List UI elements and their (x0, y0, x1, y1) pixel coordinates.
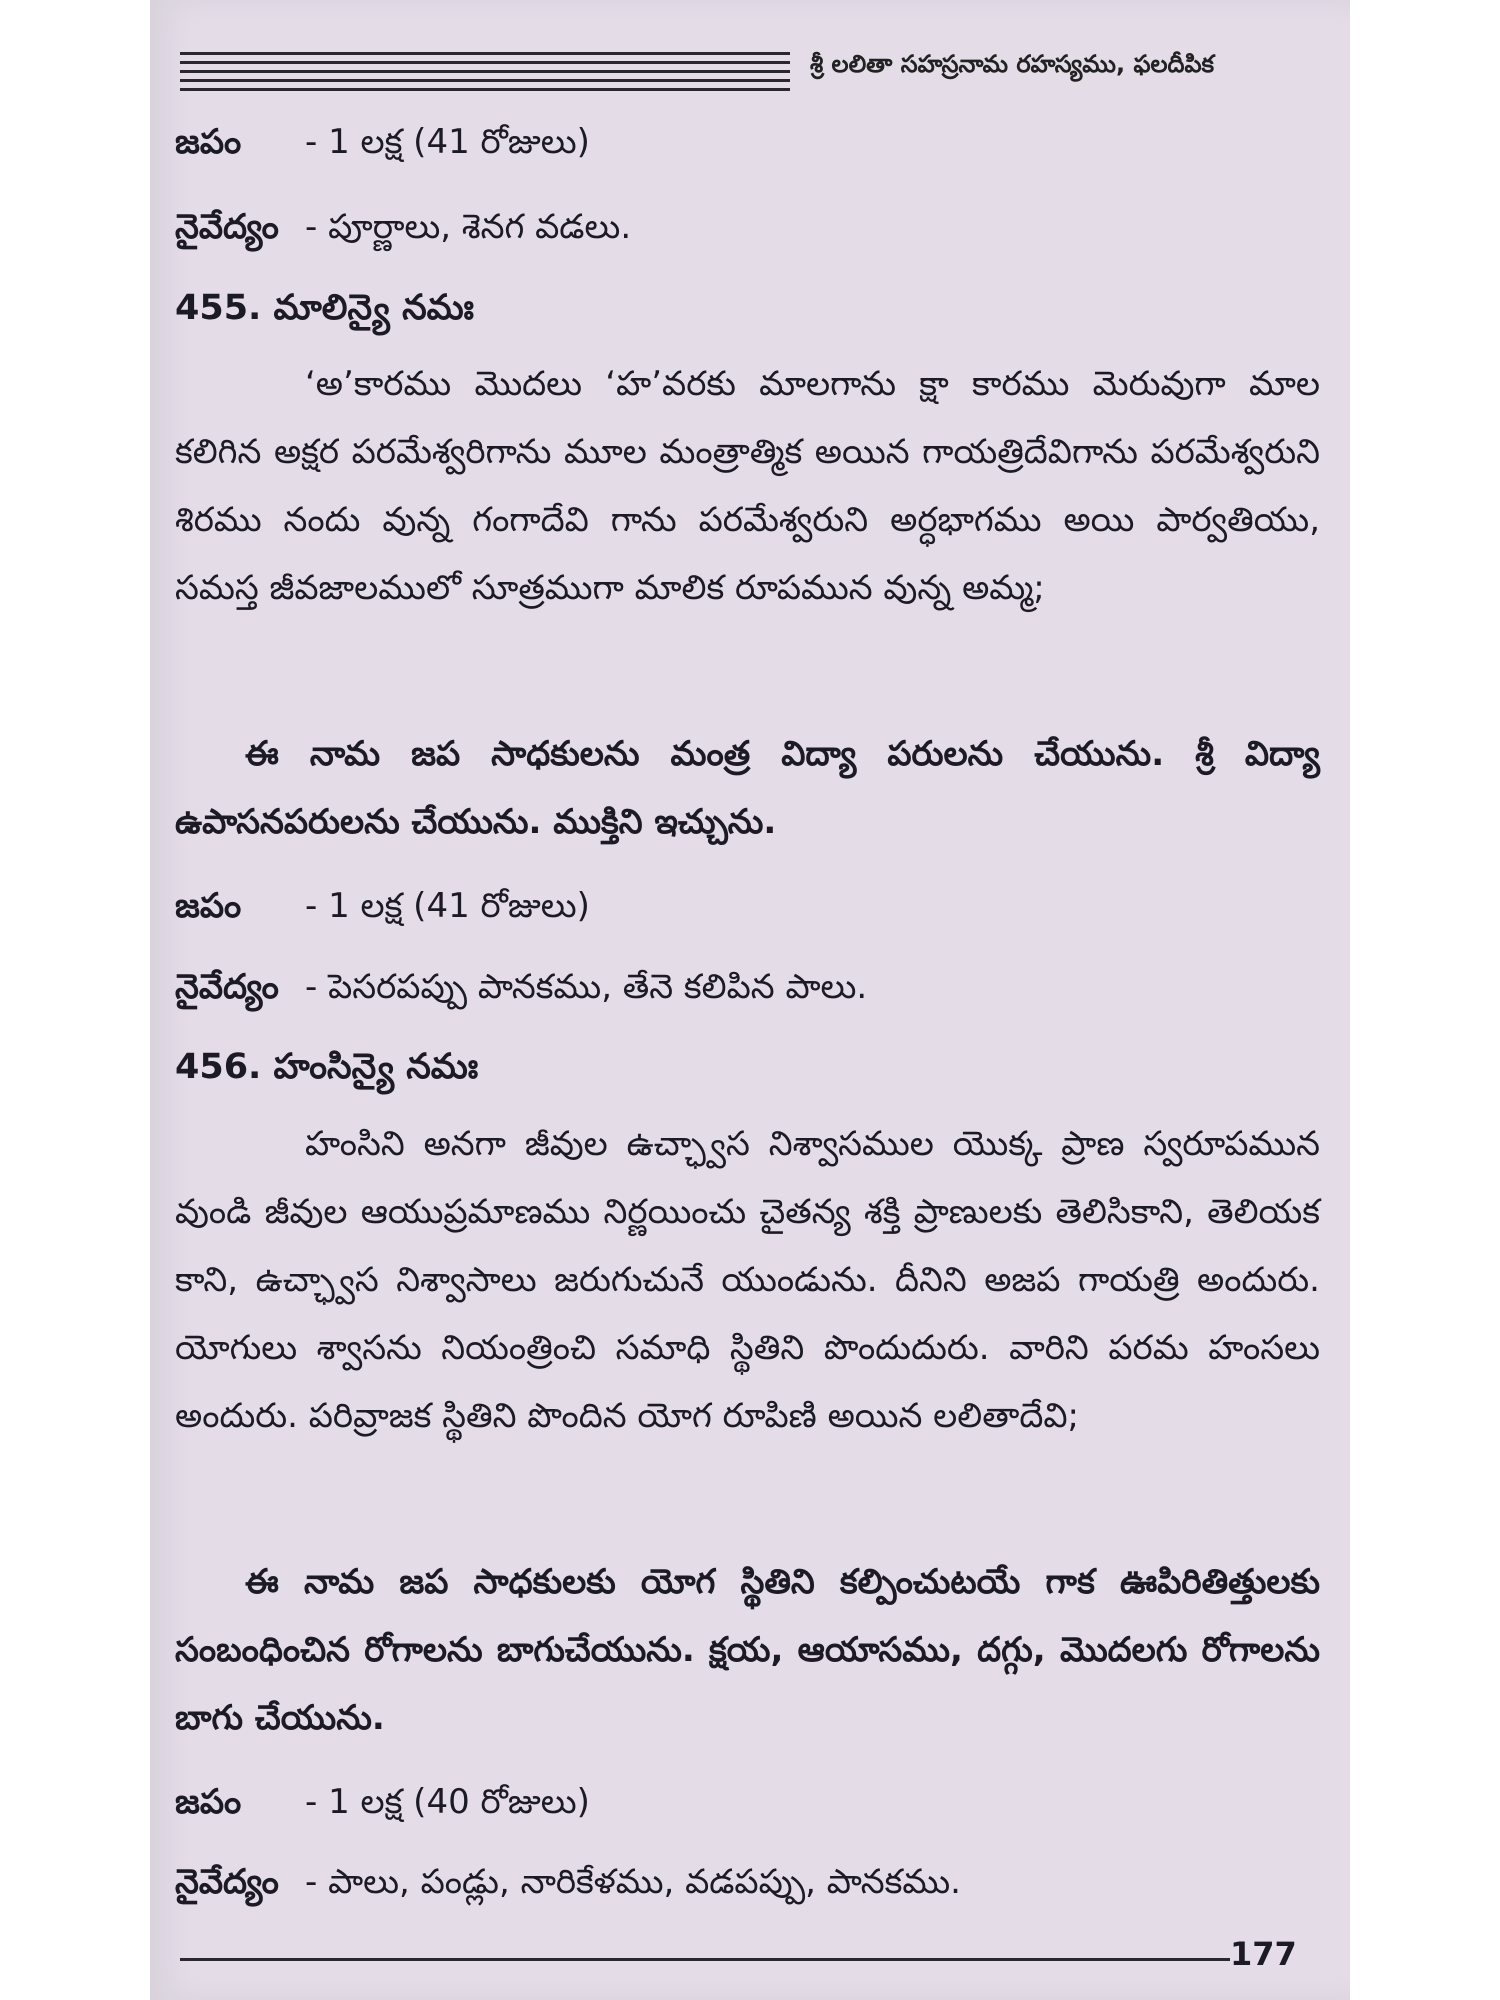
section-heading-456: 456. హంసిన్యై నమః (175, 1047, 479, 1087)
section-456-benefit: ఈ నామ జప సాధకులకు యోగ స్థితిని కల్పించుటయే గాక ఊపిరితిత్తులకు సంబంధించిన రోగాలను బాగుచేయును. క్షయ, ఆయాసము, దగ్గు, మొదలగు రోగాలను బాగు చేయును. (175, 1562, 1320, 1738)
footer-rule (180, 1958, 1230, 1961)
japam-value: - 1 లక్ష (40 రోజులు) (305, 1782, 590, 1822)
japam-value: - 1 లక్ష (41 రోజులు) (305, 122, 590, 162)
naivedyam-line (175, 1860, 1320, 1904)
naivedyam-line (175, 965, 1320, 1009)
japam-line (175, 120, 1320, 164)
running-header-title: శ్రీ లలితా సహస్రనామ రహస్యము, ఫలదీపిక (810, 50, 1215, 78)
japam-label: జపం (175, 886, 242, 926)
book-page (150, 0, 1350, 2000)
section-455-benefit: ఈ నామ జప సాధకులను మంత్ర విద్యా పరులను చేయును. శ్రీ విద్యా ఉపాసనపరులను చేయును. ముక్తిని ఇచ్చును. (175, 734, 1320, 842)
naivedyam-label: నైవేద్యం (175, 207, 279, 247)
japam-label: జపం (175, 122, 242, 162)
naivedyam-label: నైవేద్యం (175, 1862, 279, 1902)
japam-value: - 1 లక్ష (41 రోజులు) (305, 886, 590, 926)
japam-line (175, 1780, 1320, 1824)
header-rules (180, 52, 790, 102)
japam-label: జపం (175, 1782, 242, 1822)
section-455-description: ‘అ’కారము మొదలు ‘హ’వరకు మాలగాను క్షా కారము మెరువుగా మాల కలిగిన అక్షర పరమేశ్వరిగాను మూల మంత్రాత్మిక అయిన గాయత్రిదేవిగాను పరమేశ్వరుని శిరము నందు వున్న గంగాదేవి గాను పరమేశ్వరుని అర్ధభాగము అయి పార్వతియు, సమస్త జీవజాలములో సూత్రముగా మాలిక రూపమున వున్న అమ్మ; (175, 364, 1320, 608)
section-456-description: హంసిని అనగా జీవుల ఉచ్ఛ్వాస నిశ్వాసముల యొక్క ప్రాణ స్వరూపమున వుండి జీవుల ఆయుప్రమాణము నిర్ణయించు చైతన్య శక్తి ప్రాణులకు తెలిసికాని, తెలియక కాని, ఉచ్ఛ్వాస నిశ్వాసాలు జరుగుచునే యుండును. దీనిని అజప గాయత్రి అందురు. యోగులు శ్వాసను నియంత్రించి సమాధి స్థితిని పొందుదురు. వారిని పరమ హంసలు అందురు. పరివ్రాజక స్థితిని పొందిన యోగ రూపిణి అయిన లలితాదేవి; (175, 1124, 1320, 1436)
naivedyam-value: - పూర్ణాలు, శెనగ వడలు. (305, 207, 632, 247)
naivedyam-value: - పెసరపప్పు పానకము, తేనె కలిపిన పాలు. (305, 967, 868, 1007)
naivedyam-line (175, 205, 1320, 249)
japam-line (175, 884, 1320, 928)
naivedyam-label: నైవేద్యం (175, 967, 279, 1007)
naivedyam-value: - పాలు, పండ్లు, నారికేళము, వడపప్పు, పానకము. (305, 1862, 961, 1902)
section-heading-455: 455. మాలిన్యై నమః (175, 288, 475, 328)
page-number: 177 (1230, 1935, 1297, 1973)
